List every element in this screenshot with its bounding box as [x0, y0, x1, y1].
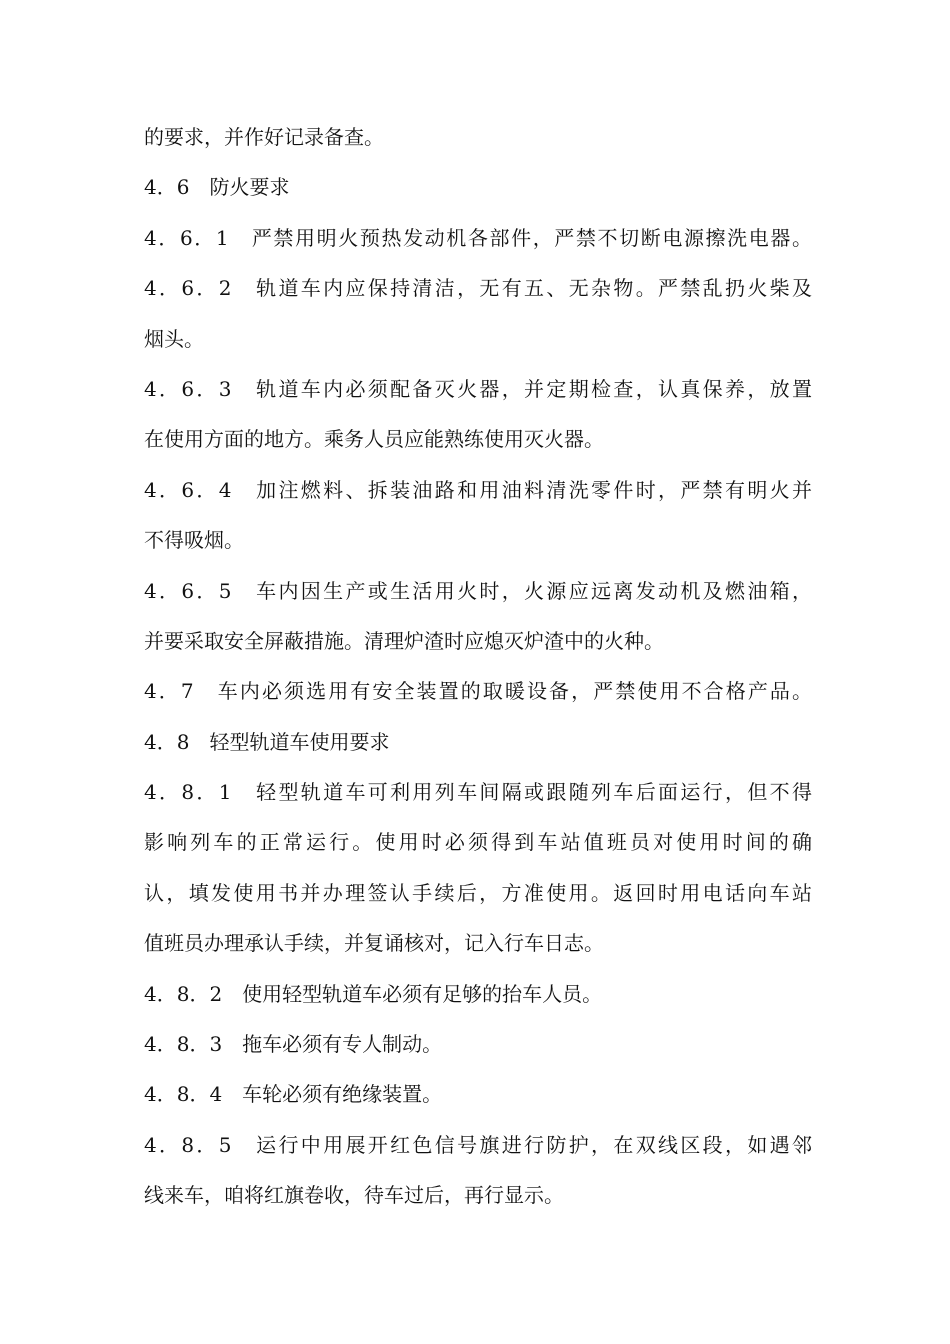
text-line: 4．6．5 车内因生产或生活用火时，火源应远离发动机及燃油箱，	[144, 578, 812, 603]
text-line: 4．6．4 加注燃料、拆装油路和用油料清洗零件时，严禁有明火并	[144, 477, 812, 502]
text-line: 4．7 车内必须选用有安全装置的取暖设备，严禁使用不合格产品。	[144, 679, 812, 704]
text-line: 在使用方面的地方。乘务人员应能熟练使用灭火器。	[144, 427, 604, 452]
text-line: 值班员办理承认手续，并复诵核对，记入行车日志。	[144, 931, 604, 956]
text-line: 烟头。	[144, 326, 204, 351]
text-line: 4．8．4 车轮必须有绝缘装置。	[144, 1082, 443, 1107]
text-line: 线来车，咱将红旗卷收，待车过后，再行显示。	[144, 1183, 564, 1208]
text-line: 4．6．2 轨道车内应保持清洁，无有五、无杂物。严禁乱扔火柴及	[144, 276, 812, 301]
section-heading: 4．8 轻型轨道车使用要求	[144, 729, 390, 754]
text-line: 4．6．1 严禁用明火预热发动机各部件，严禁不切断电源擦洗电器。	[144, 225, 812, 250]
text-line: 的要求，并作好记录备查。	[144, 125, 384, 149]
text-line: 4．8．3 拖车必须有专人制动。	[144, 1032, 443, 1057]
section-heading: 4．6 防火要求	[144, 175, 290, 200]
text-line: 并要采取安全屏蔽措施。清理炉渣时应熄灭炉渣中的火种。	[144, 628, 664, 653]
text-line: 4．8．1 轻型轨道车可利用列车间隔或跟随列车后面运行，但不得	[144, 780, 812, 805]
document-page	[144, 112, 812, 1221]
text-line: 4．6．3 轨道车内必须配备灭火器，并定期检查，认真保养，放置	[144, 376, 812, 401]
text-line: 影响列车的正常运行。使用时必须得到车站值班员对使用时间的确	[144, 830, 812, 855]
text-line: 认，填发使用书并办理签认手续后，方准使用。返回时用电话向车站	[144, 880, 812, 905]
text-line: 4．8．5 运行中用展开红色信号旗进行防护，在双线区段，如遇邻	[144, 1132, 812, 1157]
text-line: 4．8．2 使用轻型轨道车必须有足够的抬车人员。	[144, 981, 603, 1006]
text-line: 不得吸烟。	[144, 528, 244, 553]
